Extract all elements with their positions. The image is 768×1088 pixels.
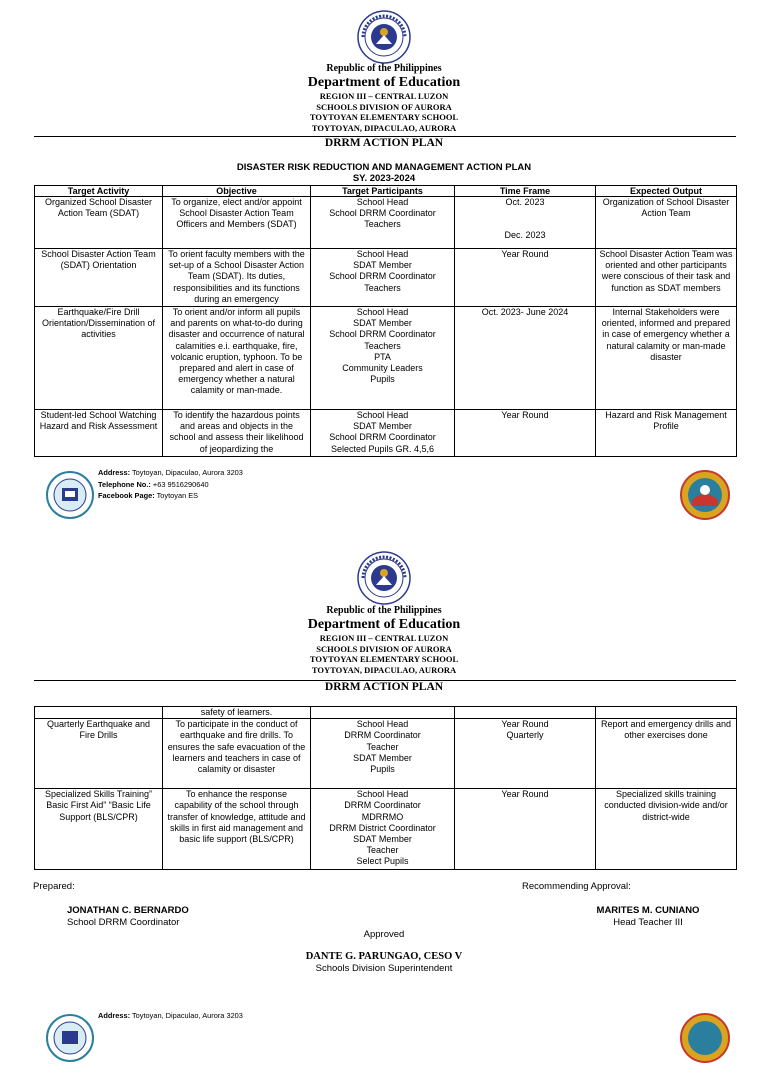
approved-label: Approved xyxy=(363,929,405,940)
table-row xyxy=(35,307,737,410)
school-text: TOYTOYAN ELEMENTARY SCHOOL xyxy=(309,112,459,123)
republic-text: Republic of the Philippines xyxy=(326,63,442,74)
cell-objective: To organize, elect and/or appoint School Disaster Action Team Officers and Members (SDAT) xyxy=(163,197,311,249)
cell-output: Organization of School Disaster Action Team xyxy=(596,197,737,249)
participant: PTA xyxy=(374,351,391,362)
cell-participants xyxy=(311,410,455,457)
cell-timeframe: Oct. 2023- June 2024 xyxy=(455,307,596,410)
participant: Teacher xyxy=(366,741,399,752)
letterhead xyxy=(0,63,768,133)
cell-participants xyxy=(311,707,455,719)
deped-seal-icon xyxy=(357,551,411,605)
participant: Community Leaders xyxy=(342,363,423,374)
table-row xyxy=(35,789,737,870)
location-text: TOYTOYAN, DIPACULAO, AURORA xyxy=(311,122,457,133)
prepared-label: Prepared: xyxy=(33,881,75,892)
participant: Teacher xyxy=(366,845,399,856)
table-row xyxy=(35,197,737,249)
letterhead xyxy=(0,605,768,675)
plan-title: DISASTER RISK REDUCTION AND MANAGEMENT ACTION PLAN xyxy=(236,162,532,173)
participant: Select Pupils xyxy=(356,856,409,867)
cell-output: Report and emergency drills and other exercises done xyxy=(596,719,737,789)
address-label: Address: xyxy=(98,468,131,477)
participant: SDAT Member xyxy=(353,260,412,271)
cell-participants xyxy=(311,719,455,789)
recommending-label: Recommending Approval: xyxy=(522,881,631,892)
cell-timeframe xyxy=(455,707,596,719)
cell-timeframe: Year Round xyxy=(455,789,596,870)
location-text: TOYTOYAN, DIPACULAO, AURORA xyxy=(311,664,457,675)
col-header: Target Participants xyxy=(311,186,455,197)
col-header: Time Frame xyxy=(455,186,596,197)
participant: MDRRMO xyxy=(361,811,404,822)
footer-address xyxy=(98,1010,243,1022)
timeframe-end: Dec. 2023 xyxy=(504,230,546,241)
participant: School DRRM Coordinator xyxy=(329,432,436,443)
division-logo-icon xyxy=(680,470,730,520)
cell-output: Internal Stakeholders were oriented, informed and prepared in case of emergency whether a natural calamity or man-made disaster xyxy=(596,307,737,410)
participant: DRRM Coordinator xyxy=(344,800,421,811)
participant: School DRRM Coordinator xyxy=(329,271,436,282)
col-header: Target Activity xyxy=(35,186,163,197)
prepared-title: School DRRM Coordinator xyxy=(67,916,180,928)
cell-activity: Specialized Skills Training” Basic First Aid” “Basic Life Support (BLS/CPR) xyxy=(35,789,163,870)
cell-activity: School Disaster Action Team (SDAT) Orientation xyxy=(35,249,163,307)
region-text: REGION III – CENTRAL LUZON xyxy=(319,633,449,643)
department-text: Department of Education xyxy=(307,617,461,632)
division-text: SCHOOLS DIVISION OF AURORA xyxy=(316,101,452,112)
participant: School Head xyxy=(356,789,409,800)
participant: Pupils xyxy=(370,374,395,385)
participant: School Head xyxy=(356,719,409,730)
doc-title: DRRM ACTION PLAN xyxy=(324,681,444,693)
cell-activity: Student-led School Watching Hazard and Risk Assessment xyxy=(35,410,163,457)
phone-value: +63 9516290640 xyxy=(152,479,209,489)
page-footer xyxy=(0,465,768,545)
cell-participants xyxy=(311,197,455,249)
school-text: TOYTOYAN ELEMENTARY SCHOOL xyxy=(309,654,459,665)
participant: SDAT Member xyxy=(353,752,412,763)
republic-text: Republic of the Philippines xyxy=(326,605,442,616)
participant: Selected Pupils GR. 4,5,6 xyxy=(330,443,435,454)
division-logo-icon xyxy=(680,1013,730,1063)
cell-timeframe: Year Round xyxy=(455,249,596,307)
recommending-name: MARITES M. CUNIANO xyxy=(596,905,700,916)
cell-participants xyxy=(311,249,455,307)
fb-label: Facebook Page: xyxy=(98,491,155,500)
cell-timeframe xyxy=(455,197,596,249)
approved-title: Schools Division Superintendent xyxy=(315,962,453,974)
cell-output xyxy=(596,707,737,719)
participant: DRRM Coordinator xyxy=(344,730,421,741)
participant: SDAT Member xyxy=(353,318,412,329)
timeframe: Quarterly xyxy=(506,730,544,741)
cell-activity: Earthquake/Fire Drill Orientation/Dissemination of activities xyxy=(35,307,163,410)
cell-objective: To enhance the response capability of the school through transfer of knowledge, attitude and skills in first aid management and basic life support (BLS/CPR) xyxy=(163,789,311,870)
participant: SDAT Member xyxy=(353,421,412,432)
address-value: Toytoyan, Dipaculao, Aurora 3203 xyxy=(131,1011,243,1020)
phone-label: Telephone No.: xyxy=(98,479,151,489)
participant: School Head xyxy=(356,307,409,317)
participant: Pupils xyxy=(370,764,395,775)
participant: School DRRM Coordinator xyxy=(329,329,436,340)
doc-title: DRRM ACTION PLAN xyxy=(324,137,444,149)
fb-value: Toytoyan ES xyxy=(156,491,199,500)
cell-timeframe xyxy=(455,719,596,789)
cell-output: Hazard and Risk Management Profile xyxy=(596,410,737,457)
table-row xyxy=(35,410,737,457)
participant: Teachers xyxy=(364,282,401,293)
participant: DRRM District Coordinator xyxy=(329,822,436,833)
objective-text: To identify the hazardous points and areas and objects in the school and assess their likelihood of jeopardizing the xyxy=(169,410,304,454)
cell-objective: To participate in the conduct of earthquake and fire drills. To ensures the safe evacuation of the learners and teachers in case of calamity or disaster xyxy=(163,719,311,789)
col-header: Objective xyxy=(163,186,311,197)
cell-objective: To orient and/or inform all pupils and parents on what-to-do during disaster and occurrence of natural calamities e.i. earthquake, fire, volcanic eruption, typhoon. To be prepared and alert in case of emergency whether a natural calamity or man-made. xyxy=(163,307,311,410)
action-plan-table xyxy=(34,185,737,457)
timeframe: Year Round xyxy=(501,719,549,730)
participant: SDAT Member xyxy=(353,834,412,845)
table-row xyxy=(35,707,737,719)
region-text: REGION III – CENTRAL LUZON xyxy=(319,91,449,101)
page-2 xyxy=(0,543,768,1024)
recommending-signatory xyxy=(576,905,720,928)
cell-activity: Organized School Disaster Action Team (SDAT) xyxy=(35,197,163,249)
participant: Teachers xyxy=(364,219,401,230)
participant: School Head xyxy=(356,197,409,207)
prepared-signatory xyxy=(67,905,189,928)
recommending-title: Head Teacher III xyxy=(613,916,683,928)
cell-objective: safety of learners. xyxy=(163,707,311,719)
participant: Teachers xyxy=(364,340,401,351)
table-row xyxy=(35,249,737,307)
department-text: Department of Education xyxy=(307,75,461,90)
school-logo-icon xyxy=(46,471,94,519)
cell-output: School Disaster Action Team was oriented and other participants were conscious of their task and function as SDAT members xyxy=(596,249,737,307)
prepared-name: JONATHAN C. BERNARDO xyxy=(67,905,189,916)
table-row xyxy=(35,719,737,789)
cell-participants xyxy=(311,789,455,870)
action-plan-table-continued xyxy=(34,706,737,870)
page-footer xyxy=(0,1008,768,1088)
page-1 xyxy=(0,0,768,540)
table-header-row xyxy=(35,186,737,197)
participant: School DRRM Coordinator xyxy=(329,208,436,219)
division-text: SCHOOLS DIVISION OF AURORA xyxy=(316,643,452,654)
address-value: Toytoyan, Dipaculao, Aurora 3203 xyxy=(131,468,243,477)
participant: School Head xyxy=(356,410,409,420)
school-logo-icon xyxy=(46,1014,94,1062)
cell-objective xyxy=(163,410,311,457)
cell-output: Specialized skills training conducted division-wide and/or district-wide xyxy=(596,789,737,870)
deped-seal-icon xyxy=(357,10,411,64)
cell-objective: To orient faculty members with the set-up of a School Disaster Action Team (SDAT). Its duties, responsibilities and its functions during an emergency xyxy=(163,249,311,307)
cell-timeframe: Year Round xyxy=(455,410,596,457)
cell-activity: Quarterly Earthquake and Fire Drills xyxy=(35,719,163,789)
timeframe-start: Oct. 2023 xyxy=(505,197,545,207)
approved-signatory xyxy=(234,951,534,974)
plan-sy: SY. 2023-2024 xyxy=(352,173,416,184)
address-label: Address: xyxy=(98,1011,131,1020)
col-header: Expected Output xyxy=(596,186,737,197)
cell-activity xyxy=(35,707,163,719)
participant: School Head xyxy=(356,249,409,259)
footer-address xyxy=(98,467,243,502)
cell-participants xyxy=(311,307,455,410)
approved-name: DANTE G. PARUNGAO, CESO V xyxy=(305,951,463,962)
